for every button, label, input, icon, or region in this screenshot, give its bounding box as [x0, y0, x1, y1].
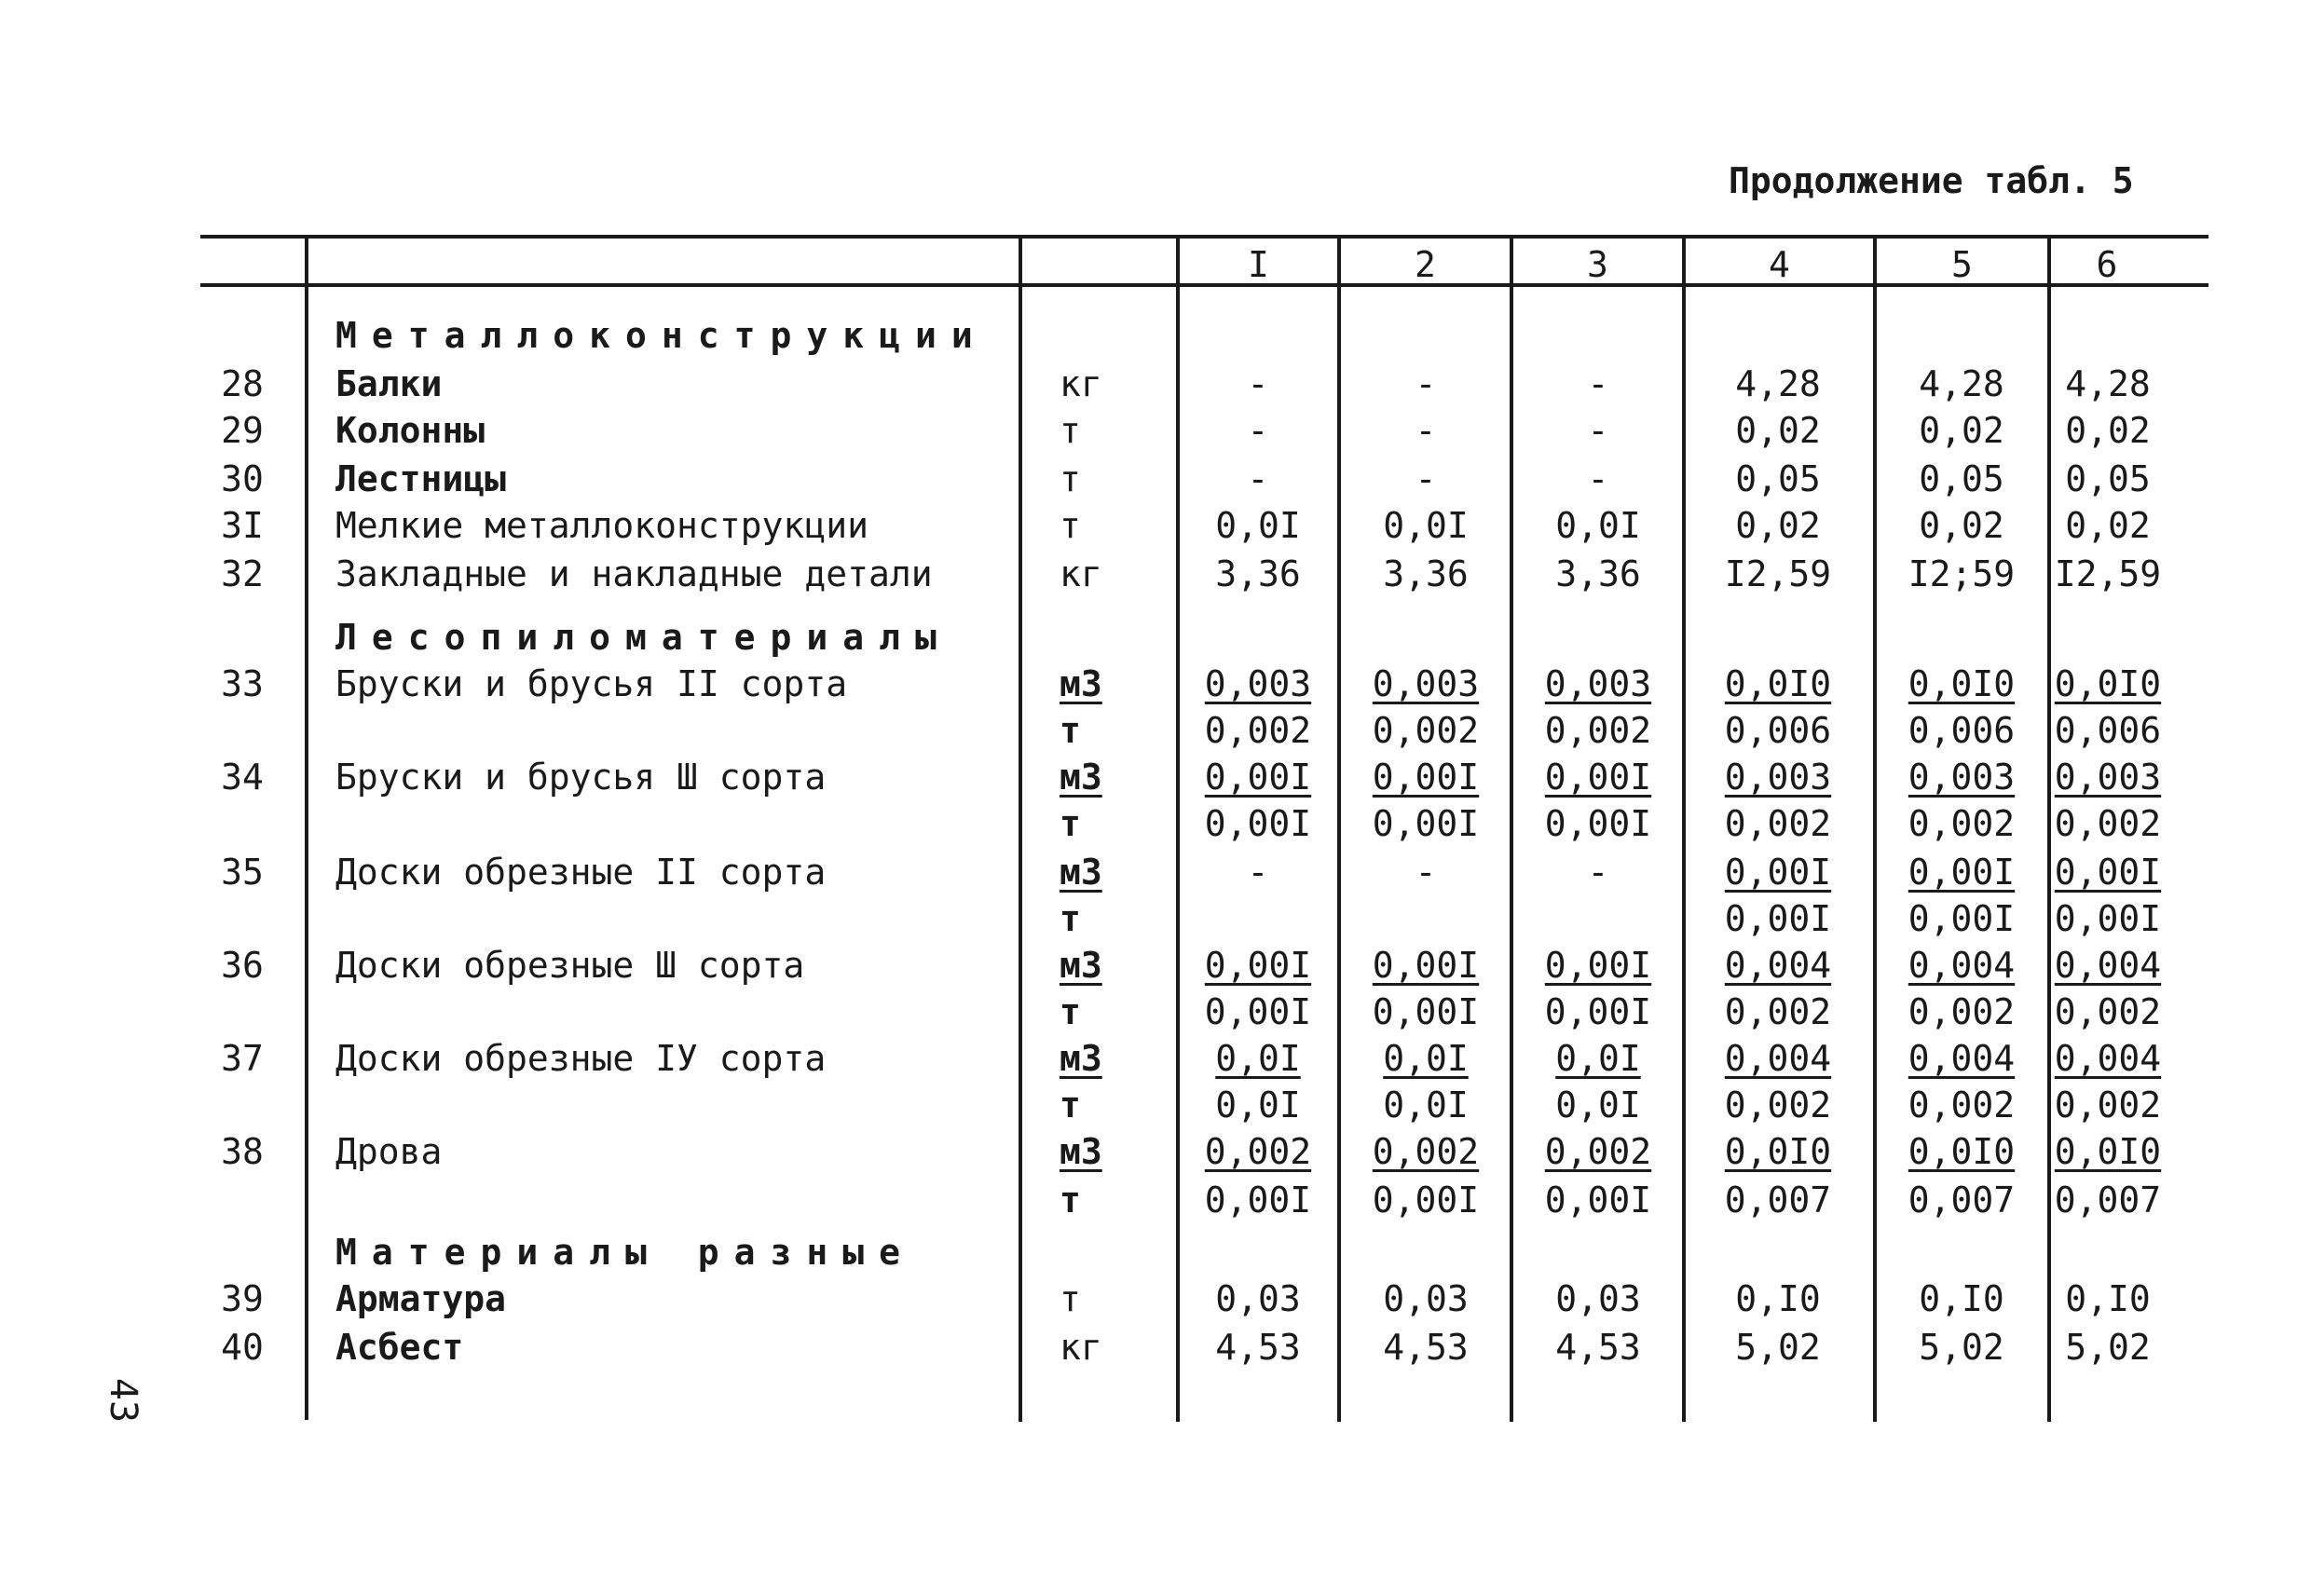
value-cell: - — [1587, 363, 1609, 404]
value-cell: 0,I0 — [1919, 1278, 2004, 1319]
value-cell: 0,00I — [1204, 757, 1312, 798]
row-number: 29 — [221, 410, 264, 451]
value-cell: 0,00I — [1544, 991, 1652, 1032]
value-cell: 0,0I — [1383, 1038, 1469, 1079]
value-cell: 0,003 — [2054, 757, 2162, 798]
value-cell: - — [1247, 458, 1269, 499]
value-cell: 0,05 — [1919, 458, 2004, 499]
value-cell: 0,003 — [1908, 757, 2016, 798]
value-cell: 0,003 — [1204, 663, 1312, 704]
value-cell: 4,53 — [1383, 1327, 1469, 1368]
value-cell: 0,0I0 — [1908, 1131, 2016, 1172]
value-cell: 0,03 — [1215, 1278, 1301, 1319]
value-cell: 0,00I — [1204, 1180, 1312, 1221]
value-cell: 0,02 — [1919, 505, 2004, 546]
row-number: 34 — [221, 757, 264, 798]
column-divider — [1682, 239, 1686, 1422]
value-cell: 0,00I — [2054, 898, 2162, 939]
value-cell: 0,00I — [1908, 898, 2016, 939]
item-name: Закладные и накладные детали — [335, 553, 933, 594]
value-cell: 0,00I — [1204, 803, 1312, 844]
value-cell: 0,004 — [2054, 945, 2162, 986]
value-cell: 0,00I — [1544, 1180, 1652, 1221]
item-name: Балки — [335, 363, 443, 404]
unit-label: м3 — [1060, 1038, 1102, 1079]
value-cell: 0,003 — [1544, 663, 1652, 704]
unit-label: м3 — [1060, 757, 1102, 798]
value-cell: 0,00I — [1544, 945, 1652, 986]
unit-label: кг — [1060, 363, 1102, 404]
value-cell: 0,02 — [2065, 505, 2151, 546]
value-cell: 0,03 — [1555, 1278, 1641, 1319]
unit-label: т — [1060, 991, 1081, 1032]
value-cell: 0,0I — [1555, 1038, 1641, 1079]
value-cell: 0,00I — [1372, 945, 1480, 986]
column-divider — [1019, 239, 1022, 1422]
value-cell: 0,0I — [1383, 505, 1469, 546]
value-cell: 0,0I0 — [1724, 663, 1832, 704]
value-cell: 0,002 — [1908, 1084, 2016, 1125]
unit-label: т — [1060, 1084, 1081, 1125]
value-cell: 3,36 — [1555, 553, 1641, 594]
value-cell: 0,00I — [1204, 991, 1312, 1032]
unit-label: т — [1060, 505, 1081, 546]
value-cell: - — [1415, 852, 1437, 893]
value-cell: 0,003 — [1372, 663, 1480, 704]
row-number: 38 — [221, 1131, 264, 1172]
value-cell: 0,00I — [1724, 898, 1832, 939]
value-cell: 0,00I — [1372, 757, 1480, 798]
row-number: 28 — [221, 363, 264, 404]
value-cell: 0,0I — [1383, 1084, 1469, 1125]
column-divider — [1510, 239, 1513, 1422]
row-number: 3I — [221, 505, 264, 546]
item-name: Доски обрезные IУ сорта — [335, 1038, 827, 1079]
row-number: 35 — [221, 852, 264, 893]
value-cell: 5,02 — [2065, 1327, 2151, 1368]
value-cell: 0,0I — [1215, 1084, 1301, 1125]
value-cell: 0,00I — [1204, 945, 1312, 986]
section-heading: Металлоконструкции — [335, 315, 988, 356]
item-name: Асбест — [335, 1327, 464, 1368]
column-divider — [1176, 239, 1180, 1422]
value-cell: I2,59 — [2054, 553, 2162, 594]
value-cell: 3,36 — [1215, 553, 1301, 594]
value-cell: I2,59 — [1724, 553, 1832, 594]
unit-label: т — [1060, 458, 1081, 499]
value-cell: 0,006 — [1908, 710, 2016, 751]
value-cell: 5,02 — [1735, 1327, 1821, 1368]
value-cell: 0,0I — [1555, 505, 1641, 546]
column-header: 4 — [1769, 244, 1790, 285]
value-cell: 0,00I — [1372, 1180, 1480, 1221]
value-cell: - — [1247, 363, 1269, 404]
value-cell: 5,02 — [1919, 1327, 2004, 1368]
value-cell: 0,002 — [2054, 991, 2162, 1032]
value-cell: 0,002 — [1724, 1084, 1832, 1125]
value-cell: 0,004 — [2054, 1038, 2162, 1079]
value-cell: 0,0I — [1215, 505, 1301, 546]
page-number: 43 — [102, 1377, 145, 1424]
item-name: Бруски и брусья II сорта — [335, 663, 848, 704]
value-cell: 0,002 — [1724, 803, 1832, 844]
table-top-rule — [200, 235, 2208, 239]
value-cell: I2;59 — [1908, 553, 2016, 594]
row-number: 39 — [221, 1278, 264, 1319]
value-cell: 0,006 — [2054, 710, 2162, 751]
value-cell: 0,004 — [1724, 945, 1832, 986]
unit-label: т — [1060, 710, 1081, 751]
value-cell: 3,36 — [1383, 553, 1469, 594]
value-cell: 0,004 — [1724, 1038, 1832, 1079]
value-cell: 0,002 — [1724, 991, 1832, 1032]
item-name: Доски обрезные II сорта — [335, 852, 827, 893]
value-cell: 4,28 — [1735, 363, 1821, 404]
item-name: Бруски и брусья Ш сорта — [335, 757, 827, 798]
column-header: 2 — [1415, 244, 1436, 285]
value-cell: 0,007 — [1724, 1180, 1832, 1221]
value-cell: - — [1247, 410, 1269, 451]
value-cell: 0,002 — [1908, 803, 2016, 844]
section-heading: Лесопиломатериалы — [335, 617, 951, 658]
value-cell: 0,00I — [1908, 852, 2016, 893]
value-cell: - — [1415, 363, 1437, 404]
value-cell: - — [1587, 852, 1609, 893]
value-cell: 0,02 — [2065, 410, 2151, 451]
value-cell: 0,00I — [1724, 852, 1832, 893]
value-cell: 0,004 — [1908, 945, 2016, 986]
value-cell: 0,0I0 — [2054, 1131, 2162, 1172]
value-cell: - — [1415, 458, 1437, 499]
value-cell: 0,002 — [1544, 710, 1652, 751]
item-name: Арматура — [335, 1278, 507, 1319]
value-cell: 0,00I — [1372, 991, 1480, 1032]
value-cell: 0,00I — [2054, 852, 2162, 893]
value-cell: 0,0I — [1215, 1038, 1301, 1079]
row-number: 32 — [221, 553, 264, 594]
unit-label: м3 — [1060, 852, 1102, 893]
section-heading: Материалы разные — [335, 1232, 916, 1273]
value-cell: 0,002 — [1204, 1131, 1312, 1172]
column-header: 5 — [1951, 244, 1973, 285]
value-cell: 0,03 — [1383, 1278, 1469, 1319]
value-cell: 0,002 — [1544, 1131, 1652, 1172]
value-cell: 0,05 — [2065, 458, 2151, 499]
value-cell: 0,004 — [1908, 1038, 2016, 1079]
column-divider — [1873, 239, 1877, 1422]
value-cell: 0,00I — [1544, 803, 1652, 844]
value-cell: 0,0I — [1555, 1084, 1641, 1125]
column-divider — [305, 235, 308, 1420]
value-cell: 0,I0 — [1735, 1278, 1821, 1319]
column-header: I — [1248, 244, 1269, 285]
item-name: Лестницы — [335, 458, 507, 499]
value-cell: 4,53 — [1215, 1327, 1301, 1368]
value-cell: 0,00I — [1372, 803, 1480, 844]
value-cell: 0,002 — [1372, 1131, 1480, 1172]
item-name: Доски обрезные Ш сорта — [335, 945, 805, 986]
value-cell: 0,02 — [1919, 410, 2004, 451]
unit-label: м3 — [1060, 1131, 1102, 1172]
value-cell: 0,007 — [1908, 1180, 2016, 1221]
unit-label: т — [1060, 898, 1081, 939]
unit-label: т — [1060, 1180, 1081, 1221]
unit-label: кг — [1060, 553, 1102, 594]
table-caption: Продолжение табл. 5 — [1729, 160, 2134, 201]
value-cell: 0,002 — [1908, 991, 2016, 1032]
unit-label: кг — [1060, 1327, 1102, 1368]
column-header: 3 — [1587, 244, 1608, 285]
unit-label: т — [1060, 803, 1081, 844]
value-cell: 0,002 — [1204, 710, 1312, 751]
item-name: Мелкие металлоконструкции — [335, 505, 868, 546]
value-cell: 4,53 — [1555, 1327, 1641, 1368]
value-cell: 0,0I0 — [1724, 1131, 1832, 1172]
value-cell: 4,28 — [2065, 363, 2151, 404]
value-cell: 0,00I — [1544, 757, 1652, 798]
value-cell: 0,0I0 — [1908, 663, 2016, 704]
unit-label: м3 — [1060, 663, 1102, 704]
column-header: 6 — [2096, 244, 2118, 285]
value-cell: - — [1587, 410, 1609, 451]
value-cell: 0,02 — [1735, 410, 1821, 451]
value-cell: 0,002 — [1372, 710, 1480, 751]
value-cell: 4,28 — [1919, 363, 2004, 404]
value-cell: 0,002 — [2054, 803, 2162, 844]
column-divider — [1337, 239, 1341, 1422]
value-cell: - — [1415, 410, 1437, 451]
row-number: 37 — [221, 1038, 264, 1079]
value-cell: 0,006 — [1724, 710, 1832, 751]
row-number: 30 — [221, 458, 264, 499]
item-name: Колонны — [335, 410, 485, 451]
value-cell: 0,I0 — [2065, 1278, 2151, 1319]
value-cell: 0,02 — [1735, 505, 1821, 546]
value-cell: 0,007 — [2054, 1180, 2162, 1221]
unit-label: т — [1060, 410, 1081, 451]
value-cell: 0,003 — [1724, 757, 1832, 798]
value-cell: - — [1587, 458, 1609, 499]
value-cell: 0,05 — [1735, 458, 1821, 499]
item-name: Дрова — [335, 1131, 443, 1172]
value-cell: 0,002 — [2054, 1084, 2162, 1125]
value-cell: 0,0I0 — [2054, 663, 2162, 704]
row-number: 33 — [221, 663, 264, 704]
row-number: 36 — [221, 945, 264, 986]
unit-label: м3 — [1060, 945, 1102, 986]
row-number: 40 — [221, 1327, 264, 1368]
value-cell: - — [1247, 852, 1269, 893]
unit-label: т — [1060, 1278, 1081, 1319]
